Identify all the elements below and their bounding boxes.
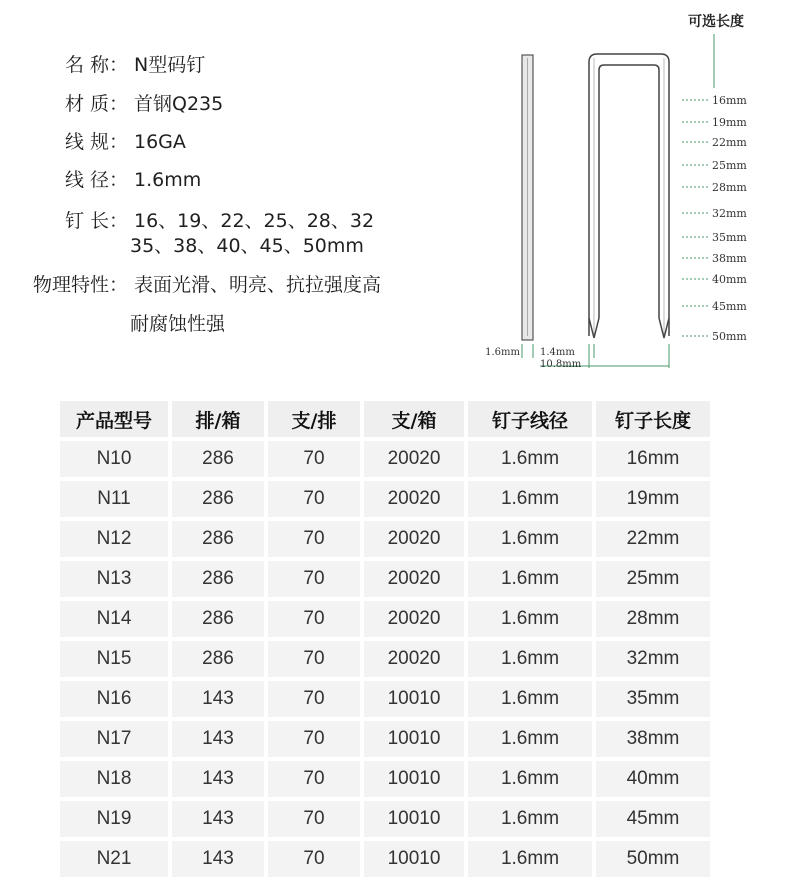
cell-pcs-per-row: 70 — [268, 801, 360, 837]
table-row — [60, 681, 710, 717]
cell-pcs-per-row: 70 — [268, 521, 360, 557]
spec-properties — [16, 270, 381, 297]
cell-model: N11 — [60, 481, 168, 517]
length-tick-label: 25mm — [712, 159, 747, 172]
cell-length: 45mm — [596, 801, 710, 837]
length-tick-label: 50mm — [712, 330, 747, 343]
cell-pcs-per-box: 20020 — [364, 561, 464, 597]
cell-length: 50mm — [596, 841, 710, 877]
spec-diameter — [16, 165, 201, 192]
diagram-title: 可选长度 — [688, 14, 744, 30]
cell-rows-per-box: 143 — [172, 801, 264, 837]
cell-pcs-per-row: 70 — [268, 441, 360, 477]
header-wire-diameter: 钉子线径 — [468, 401, 592, 437]
spec-properties-cont: 耐腐蚀性强 — [130, 313, 226, 335]
cell-model: N14 — [60, 601, 168, 637]
length-tick-label: 16mm — [712, 94, 747, 107]
bottom-dimensions — [485, 344, 669, 370]
table-row — [60, 601, 710, 637]
cell-model: N17 — [60, 721, 168, 757]
cell-wire-diameter: 1.6mm — [468, 601, 592, 637]
cell-pcs-per-row: 70 — [268, 481, 360, 517]
staple-front-view — [589, 54, 669, 338]
table-header-row — [60, 401, 710, 437]
spec-length-cont: 35、38、40、45、50mm — [130, 235, 364, 257]
spec-label: 名 称： — [64, 54, 128, 76]
staple-side-view — [522, 55, 533, 340]
header-pcs-per-box: 支/箱 — [364, 401, 464, 437]
cell-model: N15 — [60, 641, 168, 677]
spec-label: 钉 长： — [64, 210, 128, 232]
cell-model: N18 — [60, 761, 168, 797]
cell-rows-per-box: 286 — [172, 481, 264, 517]
table-row — [60, 761, 710, 797]
spec-label: 材 质： — [64, 93, 128, 115]
cell-length: 38mm — [596, 721, 710, 757]
crown-dimension-label: 10.8mm — [540, 359, 582, 370]
cell-rows-per-box: 286 — [172, 601, 264, 637]
length-tick-label: 19mm — [712, 116, 747, 129]
header-pcs-per-row: 支/排 — [268, 401, 360, 437]
spec-gauge — [16, 127, 186, 154]
header-rows-per-box: 排/箱 — [172, 401, 264, 437]
cell-rows-per-box: 286 — [172, 641, 264, 677]
thickness-dimension-label: 1.4mm — [540, 347, 575, 358]
cell-length: 28mm — [596, 601, 710, 637]
cell-pcs-per-box: 20020 — [364, 601, 464, 637]
cell-pcs-per-box: 10010 — [364, 721, 464, 757]
cell-pcs-per-box: 10010 — [364, 681, 464, 717]
table-body — [60, 441, 710, 877]
length-tick-label: 45mm — [712, 300, 747, 313]
length-scale — [682, 94, 747, 343]
cell-rows-per-box: 286 — [172, 521, 264, 557]
cell-pcs-per-row: 70 — [268, 841, 360, 877]
length-tick-label: 40mm — [712, 273, 747, 286]
table-row — [60, 561, 710, 597]
length-tick-label: 35mm — [712, 231, 747, 244]
cell-wire-diameter: 1.6mm — [468, 681, 592, 717]
spec-value: N型码钉 — [134, 54, 206, 76]
cell-pcs-per-row: 70 — [268, 601, 360, 637]
cell-wire-diameter: 1.6mm — [468, 801, 592, 837]
cell-length: 32mm — [596, 641, 710, 677]
length-tick-label: 32mm — [712, 207, 747, 220]
table-row — [60, 841, 710, 877]
spec-value: 1.6mm — [134, 169, 202, 191]
spec-value: 16GA — [134, 131, 186, 153]
cell-wire-diameter: 1.6mm — [468, 721, 592, 757]
length-tick-label: 22mm — [712, 136, 747, 149]
cell-pcs-per-box: 20020 — [364, 441, 464, 477]
table-row — [60, 721, 710, 757]
cell-wire-diameter: 1.6mm — [468, 761, 592, 797]
table-row — [60, 641, 710, 677]
cell-model: N16 — [60, 681, 168, 717]
cell-wire-diameter: 1.6mm — [468, 841, 592, 877]
cell-wire-diameter: 1.6mm — [468, 521, 592, 557]
cell-pcs-per-box: 20020 — [364, 521, 464, 557]
length-tick-label: 28mm — [712, 181, 747, 194]
length-tick-label: 38mm — [712, 252, 747, 265]
cell-pcs-per-box: 20020 — [364, 641, 464, 677]
cell-pcs-per-row: 70 — [268, 641, 360, 677]
table-row — [60, 521, 710, 557]
cell-model: N13 — [60, 561, 168, 597]
cell-model: N10 — [60, 441, 168, 477]
cell-model: N19 — [60, 801, 168, 837]
header-model: 产品型号 — [60, 401, 168, 437]
table-row — [60, 801, 710, 837]
spec-value: 16、19、22、25、28、32 — [134, 210, 375, 232]
staple-diagram — [470, 0, 770, 380]
table-row — [60, 481, 710, 517]
cell-pcs-per-box: 10010 — [364, 801, 464, 837]
cell-wire-diameter: 1.6mm — [468, 641, 592, 677]
product-table — [56, 397, 714, 881]
cell-pcs-per-row: 70 — [268, 681, 360, 717]
cell-pcs-per-box: 20020 — [364, 481, 464, 517]
cell-wire-diameter: 1.6mm — [468, 481, 592, 517]
cell-pcs-per-row: 70 — [268, 561, 360, 597]
wire-dimension-label: 1.6mm — [485, 347, 520, 358]
cell-pcs-per-box: 10010 — [364, 761, 464, 797]
cell-pcs-per-box: 10010 — [364, 841, 464, 877]
header-length: 钉子长度 — [596, 401, 710, 437]
cell-pcs-per-row: 70 — [268, 761, 360, 797]
cell-pcs-per-row: 70 — [268, 721, 360, 757]
cell-length: 19mm — [596, 481, 710, 517]
spec-material — [16, 89, 223, 116]
cell-length: 35mm — [596, 681, 710, 717]
spec-length — [16, 206, 374, 233]
cell-rows-per-box: 143 — [172, 761, 264, 797]
spec-label: 线 规： — [64, 131, 128, 153]
spec-label: 线 径： — [64, 169, 128, 191]
cell-wire-diameter: 1.6mm — [468, 561, 592, 597]
table-row — [60, 441, 710, 477]
cell-rows-per-box: 143 — [172, 681, 264, 717]
cell-model: N12 — [60, 521, 168, 557]
spec-label: 物理特性： — [32, 274, 128, 296]
cell-rows-per-box: 286 — [172, 561, 264, 597]
cell-rows-per-box: 143 — [172, 721, 264, 757]
cell-model: N21 — [60, 841, 168, 877]
cell-rows-per-box: 143 — [172, 841, 264, 877]
spec-value: 表面光滑、明亮、抗拉强度高 — [134, 274, 382, 296]
spec-value: 首钢Q235 — [134, 93, 224, 115]
cell-rows-per-box: 286 — [172, 441, 264, 477]
cell-length: 25mm — [596, 561, 710, 597]
cell-length: 40mm — [596, 761, 710, 797]
spec-name — [16, 50, 205, 77]
cell-length: 16mm — [596, 441, 710, 477]
cell-wire-diameter: 1.6mm — [468, 441, 592, 477]
cell-length: 22mm — [596, 521, 710, 557]
